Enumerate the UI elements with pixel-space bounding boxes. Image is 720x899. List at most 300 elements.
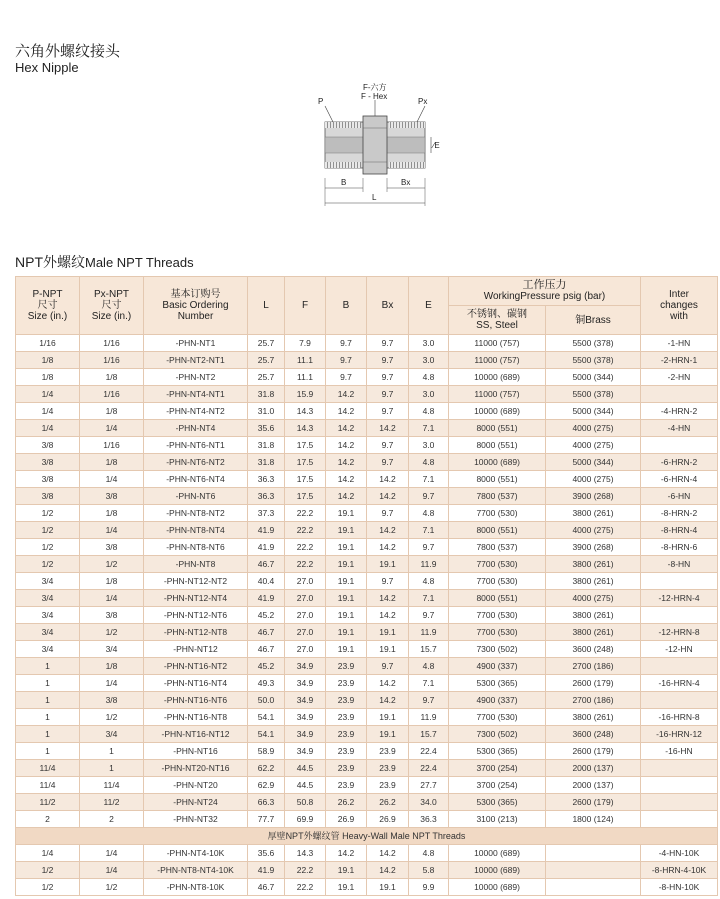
table-cell: 14.2 [326, 488, 367, 505]
table-cell: 45.2 [248, 607, 285, 624]
table-cell: 23.9 [367, 760, 409, 777]
label-px: Px [418, 97, 428, 106]
table-row [16, 862, 718, 879]
table-cell: -PHN-NT8-NT2 [144, 505, 248, 522]
table-cell: 7.1 [409, 420, 449, 437]
table-cell: 7.9 [285, 335, 326, 352]
table-row [16, 743, 718, 760]
table-cell: 1/4 [16, 845, 80, 862]
table-cell: 4.8 [409, 403, 449, 420]
table-cell [546, 879, 641, 896]
table-cell: 15.7 [409, 726, 449, 743]
table-cell [641, 692, 718, 709]
table-cell: 7.1 [409, 675, 449, 692]
table-cell: 14.2 [367, 607, 409, 624]
table-cell: -PHN-NT4-NT2 [144, 403, 248, 420]
table-cell: 14.2 [367, 522, 409, 539]
section-title-cn: NPT外螺纹 [15, 254, 85, 270]
table-cell: 3900 (268) [546, 539, 641, 556]
table-row [16, 641, 718, 658]
table-cell: 7300 (502) [449, 641, 546, 658]
table-cell: 34.0 [409, 794, 449, 811]
table-cell: -PHN-NT16-NT4 [144, 675, 248, 692]
table-cell: 1/2 [16, 539, 80, 556]
table-cell: -6-HRN-4 [641, 471, 718, 488]
table-cell: 62.9 [248, 777, 285, 794]
table-cell: 7700 (530) [449, 505, 546, 522]
table-cell: 7700 (530) [449, 709, 546, 726]
table-cell: 14.2 [367, 675, 409, 692]
table-cell: -PHN-NT4 [144, 420, 248, 437]
table-cell: 5500 (378) [546, 386, 641, 403]
table-cell: 26.9 [367, 811, 409, 828]
table-row [16, 352, 718, 369]
table-cell: 9.7 [326, 352, 367, 369]
label-bx: Bx [401, 178, 411, 187]
table-cell: 69.9 [285, 811, 326, 828]
table-cell: 19.1 [367, 726, 409, 743]
thread-top-left [325, 122, 361, 128]
table-cell: 11/2 [80, 794, 144, 811]
table-cell: 5300 (365) [449, 675, 546, 692]
table-cell: -PHN-NT2 [144, 369, 248, 386]
table-row [16, 794, 718, 811]
table-cell: 3.0 [409, 352, 449, 369]
table-cell: 8000 (551) [449, 420, 546, 437]
table-row [16, 675, 718, 692]
col-header-f: F [285, 277, 326, 335]
table-cell: 3/8 [16, 437, 80, 454]
label-f-en: F - Hex [361, 92, 388, 101]
table-cell: 4900 (337) [449, 692, 546, 709]
table-cell: 27.0 [285, 573, 326, 590]
table-cell: 27.0 [285, 607, 326, 624]
label-l: L [372, 193, 377, 202]
table-cell: -8-HRN-2 [641, 505, 718, 522]
table-cell: 1/16 [80, 352, 144, 369]
table-cell: 14.2 [326, 454, 367, 471]
table-cell: 1/2 [80, 879, 144, 896]
table-row [16, 709, 718, 726]
table-row [16, 692, 718, 709]
table-cell: -16-HRN-12 [641, 726, 718, 743]
table-cell: -4-HRN-2 [641, 403, 718, 420]
table-cell: 22.2 [285, 505, 326, 522]
table-cell [641, 607, 718, 624]
table-cell: 14.2 [367, 692, 409, 709]
table-cell: 27.0 [285, 590, 326, 607]
table-cell: 3800 (261) [546, 709, 641, 726]
table-cell: -PHN-NT6-NT2 [144, 454, 248, 471]
table-cell: 4000 (275) [546, 471, 641, 488]
table-row [16, 573, 718, 590]
table-cell: 14.2 [326, 845, 367, 862]
table-cell: 8000 (551) [449, 590, 546, 607]
table-cell: 54.1 [248, 726, 285, 743]
label-f-cn: F-六方 [363, 83, 387, 92]
table-cell: -12-HN [641, 641, 718, 658]
table-cell: 23.9 [326, 709, 367, 726]
label-p: P [318, 97, 324, 106]
table-cell: -PHN-NT16-NT8 [144, 709, 248, 726]
table-cell: -8-HRN-4 [641, 522, 718, 539]
table-cell: -PHN-NT8-10K [144, 879, 248, 896]
table-cell: 44.5 [285, 760, 326, 777]
table-cell: 1 [80, 760, 144, 777]
table-cell: 54.1 [248, 709, 285, 726]
table-cell: 19.1 [367, 556, 409, 573]
table-cell: 8000 (551) [449, 437, 546, 454]
table-cell: -16-HRN-8 [641, 709, 718, 726]
table-cell: 9.7 [367, 369, 409, 386]
table-cell: 2700 (186) [546, 692, 641, 709]
table-row [16, 590, 718, 607]
table-cell: 35.6 [248, 420, 285, 437]
table-cell: 3/8 [16, 471, 80, 488]
table-cell: 1/16 [80, 437, 144, 454]
table-cell: 4900 (337) [449, 658, 546, 675]
table-cell: 9.7 [409, 539, 449, 556]
table-cell: 34.9 [285, 692, 326, 709]
table-cell: -4-HN [641, 420, 718, 437]
table-cell: 19.1 [326, 522, 367, 539]
table-cell: 19.1 [326, 607, 367, 624]
table-cell: 26.2 [326, 794, 367, 811]
table-cell: -PHN-NT16 [144, 743, 248, 760]
table-cell: 1/8 [80, 369, 144, 386]
table-cell: 1 [16, 692, 80, 709]
table-cell: 19.1 [367, 624, 409, 641]
table-cell: 7700 (530) [449, 624, 546, 641]
table-cell: 36.3 [248, 488, 285, 505]
table-row [16, 420, 718, 437]
table-cell: 58.9 [248, 743, 285, 760]
table-cell: 2000 (137) [546, 760, 641, 777]
table-cell: 1/8 [80, 505, 144, 522]
table-row [16, 454, 718, 471]
table-row [16, 845, 718, 862]
table-row [16, 471, 718, 488]
table-cell: 10000 (689) [449, 403, 546, 420]
table-cell: -4-HN-10K [641, 845, 718, 862]
table-cell: 3700 (254) [449, 777, 546, 794]
table-cell: 19.1 [326, 590, 367, 607]
table-cell: -1-HN [641, 335, 718, 352]
table-cell: -PHN-NT12 [144, 641, 248, 658]
table-cell: 44.5 [285, 777, 326, 794]
table-cell: 3600 (248) [546, 641, 641, 658]
table-cell: 35.6 [248, 845, 285, 862]
table-cell: 9.7 [367, 352, 409, 369]
table-cell: 25.7 [248, 369, 285, 386]
table-cell: 14.2 [326, 403, 367, 420]
table-cell: 14.2 [367, 845, 409, 862]
table-cell: -PHN-NT20-NT16 [144, 760, 248, 777]
table-cell: 23.9 [326, 658, 367, 675]
table-cell: 9.7 [367, 658, 409, 675]
col-header-interchanges: Inter changes with [641, 277, 718, 335]
table-cell: 3/8 [80, 607, 144, 624]
table-row [16, 811, 718, 828]
table-row [16, 437, 718, 454]
table-cell: -PHN-NT16-NT12 [144, 726, 248, 743]
table-subheading-row [16, 828, 718, 845]
table-cell: -8-HRN-4-10K [641, 862, 718, 879]
table-cell: 1/8 [16, 369, 80, 386]
table-cell: 3600 (248) [546, 726, 641, 743]
table-cell: -6-HN [641, 488, 718, 505]
table-cell: 22.2 [285, 522, 326, 539]
table-cell: 3800 (261) [546, 573, 641, 590]
col-header-ss: 不锈钢、碳钢 SS, Steel [449, 306, 546, 335]
table-cell: 8000 (551) [449, 522, 546, 539]
table-cell: 1/16 [80, 335, 144, 352]
table-cell: 9.7 [367, 403, 409, 420]
table-cell: 3/4 [16, 624, 80, 641]
table-row [16, 403, 718, 420]
table-cell: -12-HRN-4 [641, 590, 718, 607]
table-cell: 27.7 [409, 777, 449, 794]
table-cell: 17.5 [285, 437, 326, 454]
table-cell: -PHN-NT20 [144, 777, 248, 794]
table-cell: 10000 (689) [449, 862, 546, 879]
label-b: B [341, 178, 347, 187]
table-cell: 1/4 [80, 675, 144, 692]
col-header-px: Px-NPT 尺寸 Size (in.) [80, 277, 144, 335]
table-cell: -PHN-NT12-NT2 [144, 573, 248, 590]
table-cell: 1/4 [80, 845, 144, 862]
table-cell: 9.7 [326, 335, 367, 352]
table-cell: 11000 (757) [449, 386, 546, 403]
thread-bottom-right [389, 162, 425, 168]
table-cell: 3.0 [409, 437, 449, 454]
table-cell: 10000 (689) [449, 845, 546, 862]
table-cell: 4000 (275) [546, 437, 641, 454]
table-cell: 23.9 [367, 743, 409, 760]
table-cell: 14.2 [326, 471, 367, 488]
table-cell: 5000 (344) [546, 403, 641, 420]
table-cell: 10000 (689) [449, 454, 546, 471]
table-cell: -PHN-NT24 [144, 794, 248, 811]
table-cell: 66.3 [248, 794, 285, 811]
table-cell: 40.4 [248, 573, 285, 590]
table-cell: 34.9 [285, 675, 326, 692]
table-cell: -PHN-NT12-NT8 [144, 624, 248, 641]
table-cell: 5000 (344) [546, 454, 641, 471]
col-header-bx: Bx [367, 277, 409, 335]
table-row [16, 760, 718, 777]
table-cell: 1/16 [80, 386, 144, 403]
table-cell: 2600 (179) [546, 743, 641, 760]
table-cell: 34.9 [285, 709, 326, 726]
table-cell: 7700 (530) [449, 607, 546, 624]
table-cell: 9.7 [367, 505, 409, 522]
table-cell: 7700 (530) [449, 556, 546, 573]
table-cell: 36.3 [248, 471, 285, 488]
table-cell: 37.3 [248, 505, 285, 522]
table-cell: 9.9 [409, 879, 449, 896]
table-row [16, 658, 718, 675]
table-cell: 3/4 [16, 641, 80, 658]
col-header-e: E [409, 277, 449, 335]
table-cell: 19.1 [367, 641, 409, 658]
table-cell: 26.2 [367, 794, 409, 811]
table-cell: 31.0 [248, 403, 285, 420]
table-cell: 14.2 [367, 539, 409, 556]
table-cell: 22.2 [285, 556, 326, 573]
table-cell: 46.7 [248, 641, 285, 658]
table-cell: 3/4 [80, 726, 144, 743]
table-cell: 23.9 [326, 726, 367, 743]
table-cell: 3800 (261) [546, 607, 641, 624]
table-cell: -PHN-NT8-NT4 [144, 522, 248, 539]
col-header-pressure: 工作压力 WorkingPressure psig (bar) [449, 277, 641, 306]
table-subheading: 厚壁NPT外螺纹管 Heavy-Wall Male NPT Threads [16, 828, 718, 845]
table-cell: 1/8 [80, 454, 144, 471]
table-cell: 9.7 [367, 437, 409, 454]
table-cell: 27.0 [285, 624, 326, 641]
section-title [15, 252, 194, 272]
table-cell: 7.1 [409, 522, 449, 539]
table-row [16, 879, 718, 896]
table-cell: 11/2 [16, 794, 80, 811]
section-title-en: Male NPT Threads [85, 255, 194, 270]
table-cell: 14.2 [367, 420, 409, 437]
table-cell: 1 [16, 726, 80, 743]
table-row [16, 777, 718, 794]
table-cell: 22.4 [409, 760, 449, 777]
table-cell: 41.9 [248, 539, 285, 556]
table-cell: 19.1 [326, 556, 367, 573]
table-cell: 26.9 [326, 811, 367, 828]
table-cell: -2-HRN-1 [641, 352, 718, 369]
table-cell: 11.9 [409, 624, 449, 641]
table-cell: -PHN-NT8-NT6 [144, 539, 248, 556]
table-cell: 23.9 [326, 675, 367, 692]
table-cell: 17.5 [285, 471, 326, 488]
table-cell: 1/2 [80, 556, 144, 573]
table-cell: -PHN-NT6-NT1 [144, 437, 248, 454]
table-row [16, 505, 718, 522]
table-row [16, 726, 718, 743]
table-cell: 3/4 [16, 590, 80, 607]
table-cell: 1800 (124) [546, 811, 641, 828]
table-cell: 14.2 [367, 590, 409, 607]
table-cell: 14.3 [285, 403, 326, 420]
table-cell: -PHN-NT4-NT1 [144, 386, 248, 403]
table-cell: 31.8 [248, 437, 285, 454]
table-cell: -8-HN [641, 556, 718, 573]
table-cell: 11/4 [16, 760, 80, 777]
table-cell: -2-HN [641, 369, 718, 386]
table-cell: 41.9 [248, 590, 285, 607]
table-cell [641, 386, 718, 403]
col-header-p: P-NPT 尺寸 Size (in.) [16, 277, 80, 335]
table-cell [641, 658, 718, 675]
table-cell: 41.9 [248, 862, 285, 879]
table-cell: 9.7 [409, 607, 449, 624]
table-cell: 4.8 [409, 658, 449, 675]
table-cell: 19.1 [326, 573, 367, 590]
table-cell: 27.0 [285, 641, 326, 658]
table-cell: 3700 (254) [449, 760, 546, 777]
table-cell: 14.3 [285, 845, 326, 862]
label-e: ∕E [433, 141, 440, 150]
table-cell: 4000 (275) [546, 420, 641, 437]
table-cell [641, 760, 718, 777]
table-cell: 19.1 [326, 641, 367, 658]
table-cell: 3800 (261) [546, 624, 641, 641]
table-cell: 14.2 [367, 471, 409, 488]
table-cell: 3.0 [409, 335, 449, 352]
table-cell: 7300 (502) [449, 726, 546, 743]
table-cell: 4.8 [409, 454, 449, 471]
table-cell: 62.2 [248, 760, 285, 777]
table-cell: 2000 (137) [546, 777, 641, 794]
table-cell: 11/4 [80, 777, 144, 794]
table-cell: -12-HRN-8 [641, 624, 718, 641]
table-cell: -8-HRN-6 [641, 539, 718, 556]
table-cell: 19.1 [326, 505, 367, 522]
table-cell: 25.7 [248, 352, 285, 369]
table-cell: -PHN-NT16-NT2 [144, 658, 248, 675]
table-cell: -PHN-NT2-NT1 [144, 352, 248, 369]
table-cell: 3/4 [80, 641, 144, 658]
table-cell: 46.7 [248, 879, 285, 896]
table-cell: -PHN-NT4-10K [144, 845, 248, 862]
table-cell: 49.3 [248, 675, 285, 692]
table-cell: 1/2 [80, 624, 144, 641]
table-cell: 23.9 [326, 692, 367, 709]
table-cell: 2 [80, 811, 144, 828]
table-cell: 1/4 [16, 386, 80, 403]
table-cell: 14.2 [326, 386, 367, 403]
table-cell: -PHN-NT16-NT6 [144, 692, 248, 709]
table-cell: 1 [16, 743, 80, 760]
table-cell: 1/2 [16, 505, 80, 522]
table-cell [641, 777, 718, 794]
table-cell: 1 [80, 743, 144, 760]
table-cell: 3/8 [80, 488, 144, 505]
table-cell: -PHN-NT1 [144, 335, 248, 352]
table-cell: 3/4 [16, 607, 80, 624]
table-cell: 41.9 [248, 522, 285, 539]
table-cell: -PHN-NT12-NT6 [144, 607, 248, 624]
table-cell: 2600 (179) [546, 675, 641, 692]
col-header-order: 基本订购号 Basic Ordering Number [144, 277, 248, 335]
table-cell: 5500 (378) [546, 335, 641, 352]
table-cell: 14.2 [367, 862, 409, 879]
table-cell: 1/8 [80, 403, 144, 420]
table-cell: 5500 (378) [546, 352, 641, 369]
table-cell: 2700 (186) [546, 658, 641, 675]
table-cell: 1/4 [80, 471, 144, 488]
table-cell: 22.4 [409, 743, 449, 760]
table-cell: 7.1 [409, 471, 449, 488]
table-cell: 7.1 [409, 590, 449, 607]
table-cell [546, 862, 641, 879]
table-cell: 15.9 [285, 386, 326, 403]
table-cell: 9.7 [367, 454, 409, 471]
table-cell: 11.1 [285, 369, 326, 386]
table-cell: 1/4 [80, 420, 144, 437]
table-cell: 1/16 [16, 335, 80, 352]
table-cell: 3/8 [80, 539, 144, 556]
table-cell: 22.2 [285, 862, 326, 879]
table-cell [641, 811, 718, 828]
table-cell: 9.7 [367, 335, 409, 352]
table-cell: 1 [16, 709, 80, 726]
